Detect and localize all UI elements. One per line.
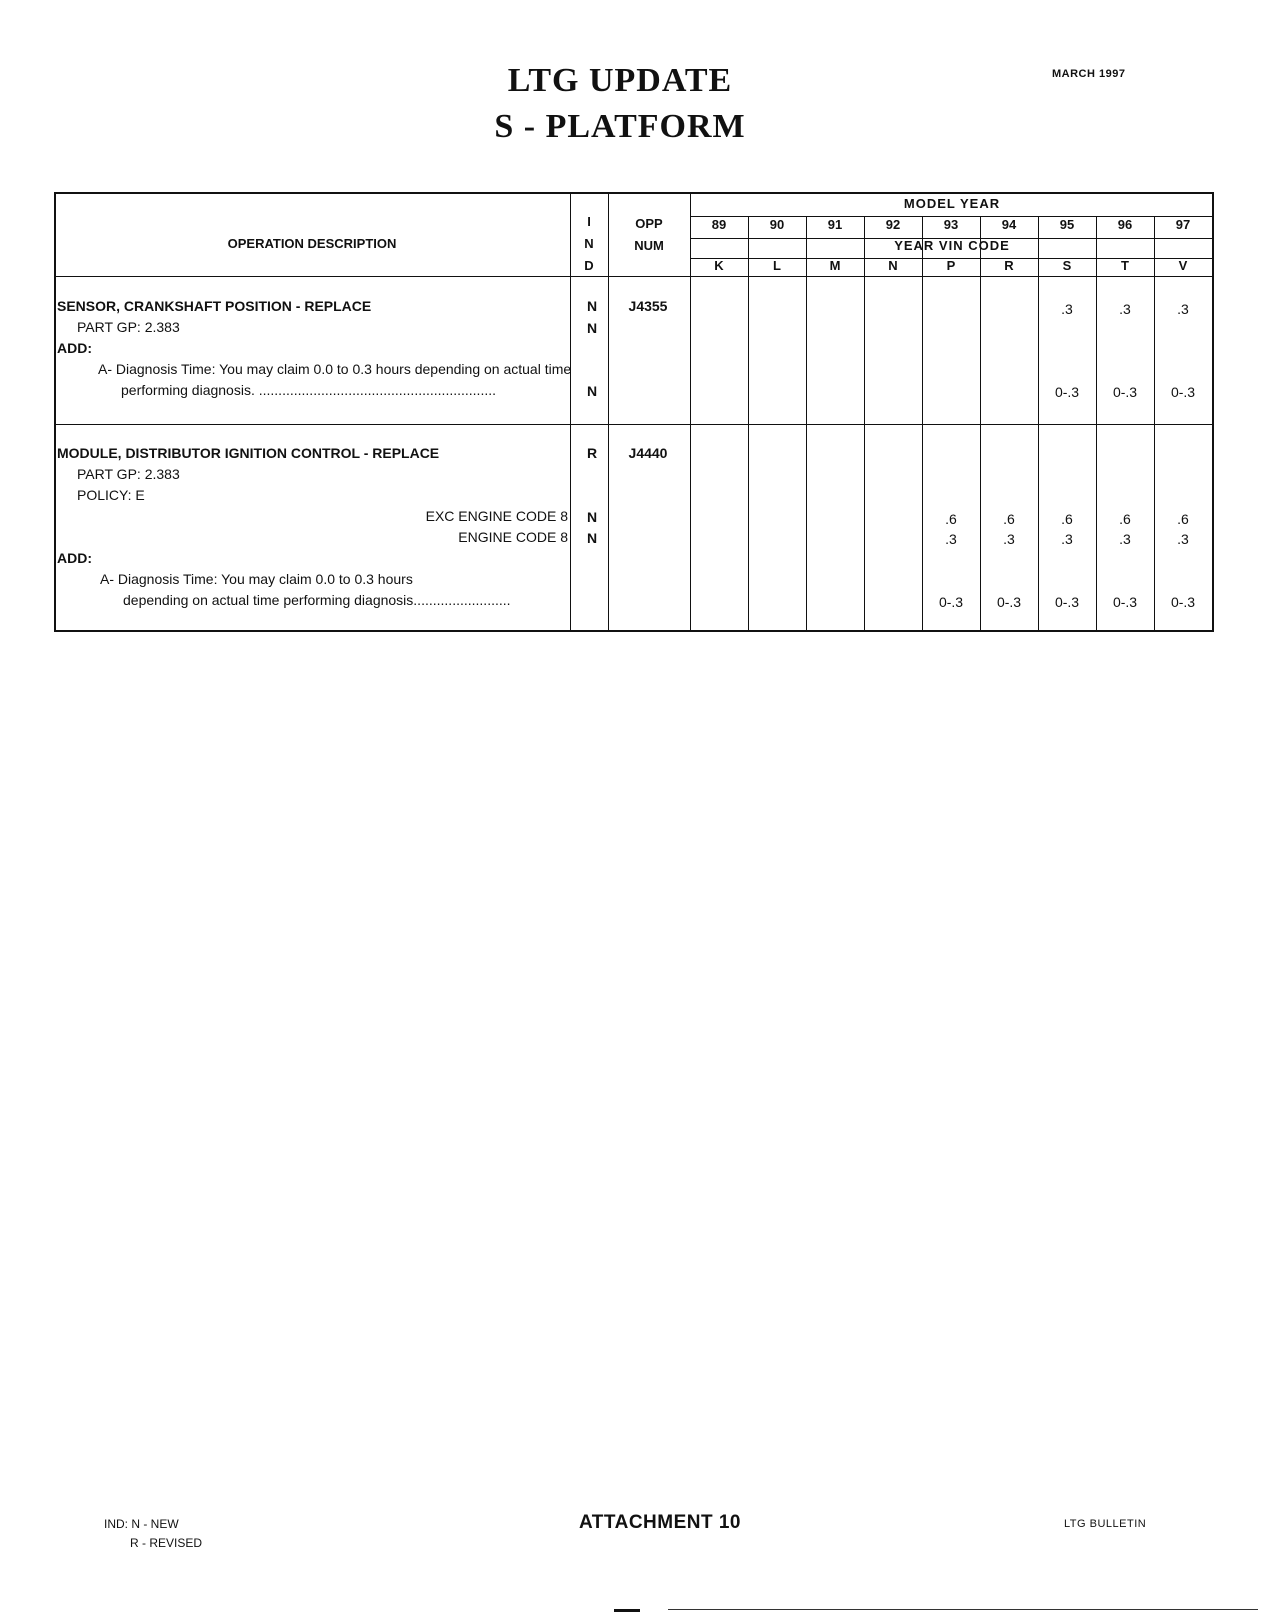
row1-ind: N bbox=[586, 298, 598, 314]
opp-header: OPP bbox=[635, 216, 663, 231]
row2-exc-93: .6 bbox=[945, 511, 957, 527]
year-vin-code-header: YEAR VIN CODE bbox=[894, 238, 1010, 253]
row1-time-97: .3 bbox=[1177, 301, 1189, 317]
vin-code-t: T bbox=[1121, 258, 1129, 273]
year-95: 95 bbox=[1059, 217, 1075, 232]
row2-eng-97: .3 bbox=[1177, 531, 1189, 547]
bulletin-label: LTG BULLETIN bbox=[1064, 1518, 1147, 1530]
scan-edge-line bbox=[668, 1609, 1258, 1610]
scan-mark bbox=[614, 1609, 640, 1612]
row2-title: MODULE, DISTRIBUTOR IGNITION CONTROL - REPLACE bbox=[57, 445, 440, 461]
page-title: LTG UPDATE bbox=[507, 62, 733, 99]
row1-part-gp-ind: N bbox=[586, 320, 598, 336]
vin-code-s: S bbox=[1062, 258, 1072, 273]
year-93: 93 bbox=[943, 217, 959, 232]
year-96: 96 bbox=[1117, 217, 1133, 232]
vin-code-k: K bbox=[714, 258, 724, 273]
row2-diag-93: 0-.3 bbox=[938, 594, 964, 610]
bulletin-date: MARCH 1997 bbox=[1052, 68, 1126, 80]
attachment-label: ATTACHMENT 10 bbox=[578, 1512, 742, 1533]
year-90: 90 bbox=[769, 217, 785, 232]
row2-add-label: ADD: bbox=[57, 550, 92, 566]
row1-diag-95: 0-.3 bbox=[1054, 384, 1080, 400]
row1-time-95: .3 bbox=[1061, 301, 1073, 317]
row1-opp-num: J4355 bbox=[628, 298, 668, 314]
row2-eng-96: .3 bbox=[1119, 531, 1131, 547]
divider bbox=[56, 424, 1214, 425]
operation-description-header: OPERATION DESCRIPTION bbox=[227, 236, 397, 251]
row2-diag-97: 0-.3 bbox=[1170, 594, 1196, 610]
row1-part-gp: PART GP: 2.383 bbox=[77, 319, 180, 335]
ind-legend-new: IND: N - NEW bbox=[104, 1517, 179, 1531]
row2-exc-95: .6 bbox=[1061, 511, 1073, 527]
divider bbox=[56, 276, 1214, 277]
page-subtitle: S - PLATFORM bbox=[494, 108, 746, 145]
row1-add-line2: performing diagnosis. ............................................................. bbox=[121, 382, 497, 398]
row2-part-gp: PART GP: 2.383 bbox=[77, 466, 180, 482]
row2-exc-ind: N bbox=[586, 509, 598, 525]
num-header: NUM bbox=[634, 238, 664, 253]
model-year-header: MODEL YEAR bbox=[903, 196, 1001, 211]
row1-add-line1: A- Diagnosis Time: You may claim 0.0 to 0.3 hours depending on actual time bbox=[98, 361, 572, 377]
year-97: 97 bbox=[1175, 217, 1191, 232]
row2-diag-95: 0-.3 bbox=[1054, 594, 1080, 610]
ind-header-d: D bbox=[584, 258, 594, 273]
ind-header-i: I bbox=[587, 214, 591, 229]
row2-eng-94: .3 bbox=[1003, 531, 1015, 547]
row1-add-label: ADD: bbox=[57, 340, 92, 356]
year-89: 89 bbox=[711, 217, 727, 232]
divider bbox=[608, 194, 609, 632]
row1-add-ind: N bbox=[586, 383, 598, 399]
vin-code-l: L bbox=[773, 258, 781, 273]
row2-add-line2: depending on actual time performing diagnosis......................... bbox=[123, 592, 511, 608]
row2-policy: POLICY: E bbox=[77, 487, 145, 503]
row2-engine-label: ENGINE CODE 8 bbox=[458, 529, 568, 545]
row2-ind: R bbox=[586, 445, 598, 461]
year-94: 94 bbox=[1001, 217, 1017, 232]
row2-exc-97: .6 bbox=[1177, 511, 1189, 527]
row2-eng-93: .3 bbox=[945, 531, 957, 547]
row1-time-96: .3 bbox=[1119, 301, 1131, 317]
row1-title: SENSOR, CRANKSHAFT POSITION - REPLACE bbox=[57, 298, 372, 314]
row2-exc-96: .6 bbox=[1119, 511, 1131, 527]
row2-diag-94: 0-.3 bbox=[996, 594, 1022, 610]
year-92: 92 bbox=[885, 217, 901, 232]
row1-diag-97: 0-.3 bbox=[1170, 384, 1196, 400]
row2-add-line1: A- Diagnosis Time: You may claim 0.0 to 0.3 hours bbox=[100, 571, 413, 587]
row2-exc-94: .6 bbox=[1003, 511, 1015, 527]
row2-exc-engine-label: EXC ENGINE CODE 8 bbox=[425, 508, 568, 524]
row2-diag-96: 0-.3 bbox=[1112, 594, 1138, 610]
row2-eng-95: .3 bbox=[1061, 531, 1073, 547]
vin-code-p: P bbox=[946, 258, 956, 273]
row1-diag-96: 0-.3 bbox=[1112, 384, 1138, 400]
vin-code-v: V bbox=[1178, 258, 1188, 273]
row2-eng-ind: N bbox=[586, 530, 598, 546]
vin-code-r: R bbox=[1004, 258, 1014, 273]
vin-code-n: N bbox=[888, 258, 898, 273]
vin-code-m: M bbox=[829, 258, 841, 273]
row2-opp-num: J4440 bbox=[628, 445, 668, 461]
ind-legend-revised: R - REVISED bbox=[130, 1536, 203, 1550]
year-91: 91 bbox=[827, 217, 843, 232]
ind-header-n: N bbox=[584, 236, 594, 251]
